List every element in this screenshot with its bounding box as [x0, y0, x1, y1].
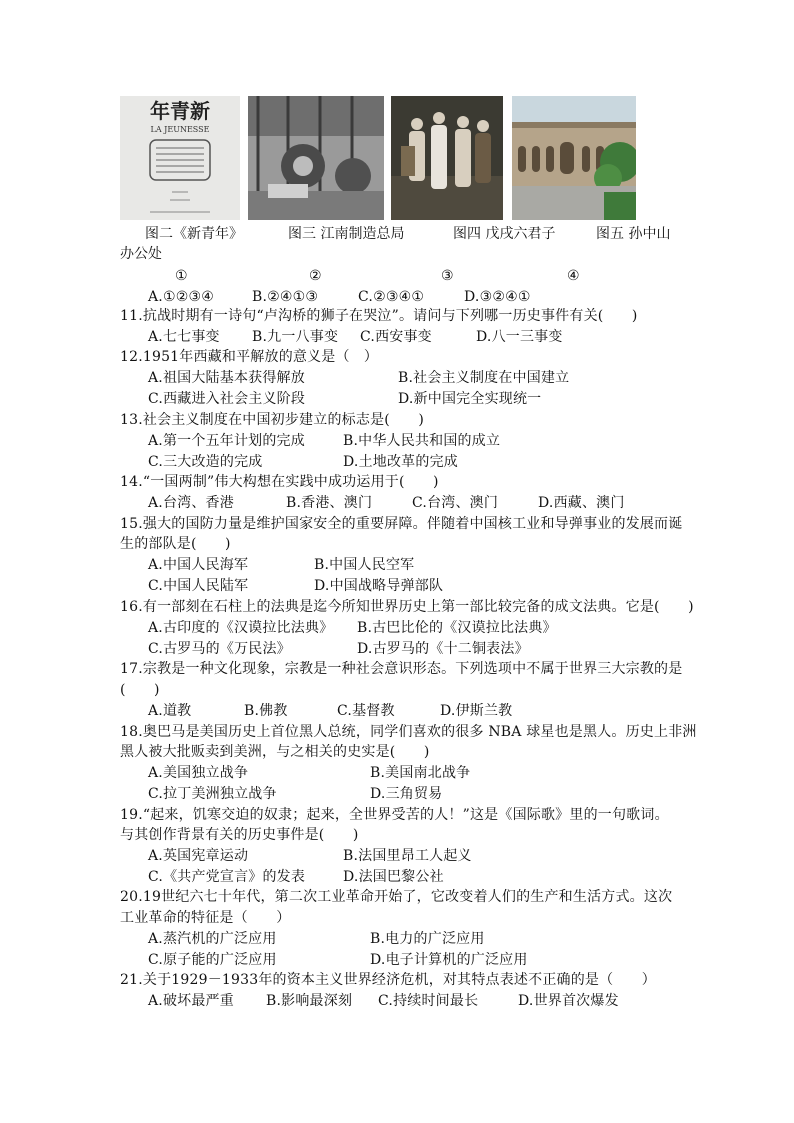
figure-caption: 图二《新青年》 [145, 226, 243, 242]
option-d: D.新中国完全实现统一 [398, 391, 542, 407]
question-stem-cont: ( ) [120, 682, 160, 698]
figure-number: ③ [441, 268, 454, 284]
option-a: A.美国独立战争 [148, 765, 249, 781]
option-c: C.台湾、澳门 [412, 495, 499, 511]
option-a: A.古印度的《汉谟拉比法典》 [148, 620, 334, 636]
option-d: D.土地改革的完成 [343, 454, 458, 470]
cover-subtitle: LA JEUNESSE [150, 125, 210, 134]
question-stem: 17.宗教是一种文化现象，宗教是一种社会意识形态。下列选项中不属于世界三大宗教的是 [120, 661, 683, 677]
figure-caption: 图四 戊戌六君子 [453, 226, 556, 242]
q10-option-d: D.③②④① [464, 289, 531, 305]
option-d: D.电子计算机的广泛应用 [370, 952, 528, 968]
figure-caption: 图五 孙中山 [596, 226, 671, 242]
option-a: A.破坏最严重 [148, 993, 234, 1009]
option-b: B.电力的广泛应用 [370, 931, 485, 947]
option-a: A.七七事变 [148, 329, 220, 345]
question-stem-cont: 黑人被大批贩卖到美洲，与之相关的史实是( ) [120, 744, 430, 760]
option-d: D.世界首次爆发 [518, 993, 619, 1009]
question-stem-cont: 工业革命的特征是（ ） [120, 910, 291, 926]
q10-option-c: C.②③④① [358, 289, 425, 305]
q10-option-a: A.①②③④ [148, 289, 214, 305]
option-a: A.台湾、香港 [148, 495, 234, 511]
option-b: B.社会主义制度在中国建立 [398, 370, 570, 386]
option-d: D.西藏、澳门 [538, 495, 625, 511]
new-youth-cover-image [120, 96, 240, 220]
option-a: A.道教 [148, 703, 192, 719]
option-d: D.法国巴黎公社 [343, 869, 444, 885]
jiangnan-arsenal-image [248, 96, 384, 220]
question-stem: 20.19世纪六七十年代，第二次工业革命开始了，它改变着人们的生产和生活方式。这次 [120, 889, 673, 905]
option-c: C.三大改造的完成 [148, 454, 263, 470]
question-stem: 13.社会主义制度在中国初步建立的标志是( ) [120, 412, 424, 428]
option-c: C.拉丁美洲独立战争 [148, 786, 277, 802]
question-stem: 19.“起来，饥寒交迫的奴隶；起来，全世界受苦的人！”这是《国际歌》里的一句歌词。 [120, 807, 669, 823]
option-b: B.香港、澳门 [286, 495, 373, 511]
option-c: C.中国人民陆军 [148, 578, 249, 594]
option-a: A.中国人民海军 [148, 557, 249, 573]
option-c: C.西藏进入社会主义阶段 [148, 391, 306, 407]
option-d: D.古罗马的《十二铜表法》 [357, 641, 529, 657]
painting-illustration [391, 96, 503, 220]
sun-yatsen-office-image [512, 96, 636, 220]
figure-caption: 图三 江南制造总局 [288, 226, 405, 242]
six-gentlemen-painting-image [391, 96, 503, 220]
cover-title: 年青新 [150, 99, 210, 123]
figure-caption-cont: 办公处 [120, 246, 162, 262]
option-c: C.古罗马的《万民法》 [148, 641, 291, 657]
factory-photo-illustration [248, 96, 384, 220]
option-d: D.中国战略导弹部队 [314, 578, 444, 594]
question-stem: 14.“一国两制”伟大构想在实践中成功运用于( ) [120, 474, 439, 490]
option-c: C.西安事变 [360, 329, 432, 345]
question-stem: 18.奥巴马是美国历史上首位黑人总统，同学们喜欢的很多 NBA 球星也是黑人。历史上非洲 [120, 724, 697, 740]
option-b: B.九一八事变 [252, 329, 339, 345]
option-b: B.中国人民空军 [314, 557, 415, 573]
question-stem: 12.1951年西藏和平解放的意义是（ ） [120, 349, 379, 365]
option-d: D.八一三事变 [476, 329, 563, 345]
option-a: A.蒸汽机的广泛应用 [148, 931, 277, 947]
question-stem: 11.抗战时期有一诗句“卢沟桥的狮子在哭泣”。请问与下列哪一历史事件有关( ) [120, 308, 638, 324]
option-b: B.美国南北战争 [370, 765, 471, 781]
question-stem: 16.有一部刻在石柱上的法典是迄今所知世界历史上第一部比较完备的成文法典。它是( ) [120, 599, 694, 615]
question-stem-cont: 生的部队是( ) [120, 536, 231, 552]
option-a: A.英国宪章运动 [148, 848, 249, 864]
option-c: C.基督教 [337, 703, 395, 719]
q10-option-b: B.②④①③ [252, 289, 319, 305]
option-b: B.佛教 [244, 703, 288, 719]
figure-number: ① [175, 268, 188, 284]
figure-number: ④ [567, 268, 580, 284]
option-c: C.持续时间最长 [378, 993, 479, 1009]
option-a: A.第一个五年计划的完成 [148, 433, 305, 449]
option-c: C.《共产党宣言》的发表 [148, 869, 306, 885]
option-d: D.伊斯兰教 [440, 703, 513, 719]
option-b: B.中华人民共和国的成立 [343, 433, 501, 449]
figure-number: ② [309, 268, 322, 284]
option-a: A.祖国大陆基本获得解放 [148, 370, 305, 386]
question-stem: 21.关于1929－1933年的资本主义世界经济危机，对其特点表述不正确的是（ ） [120, 972, 656, 988]
question-stem: 15.强大的国防力量是维护国家安全的重要屏障。伴随着中国核工业和导弹事业的发展而诞 [120, 516, 683, 532]
question-stem-cont: 与其创作背景有关的历史事件是( ) [120, 827, 359, 843]
option-b: B.法国里昂工人起义 [343, 848, 472, 864]
option-b: B.影响最深刻 [266, 993, 353, 1009]
option-d: D.三角贸易 [370, 786, 443, 802]
new-youth-cover-illustration [120, 96, 240, 220]
option-b: B.古巴比伦的《汉谟拉比法典》 [357, 620, 557, 636]
building-photo-illustration [512, 96, 636, 220]
option-c: C.原子能的广泛应用 [148, 952, 277, 968]
